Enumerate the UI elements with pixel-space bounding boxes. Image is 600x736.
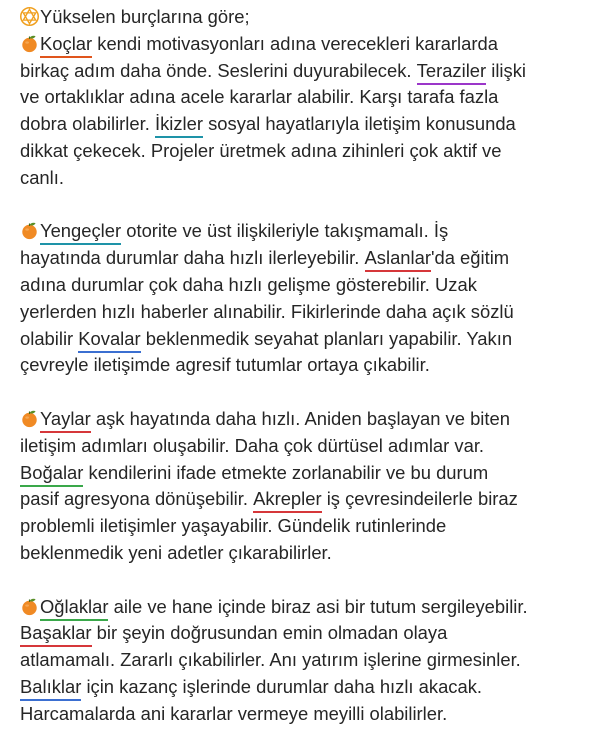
sign-link-ikizler[interactable]: İkizler bbox=[154, 113, 203, 135]
p3-line-1: Yaylar aşk hayatında daha hızlı. Aniden başlayan ve biten bbox=[20, 406, 580, 433]
p3-line-3: Boğalar kendilerini ifade etmekte zorlanabilir ve bu durum bbox=[20, 461, 489, 483]
p2-line-5: olabilir Kovalar beklenmedik seyahat planları yapabilir. Yakın bbox=[20, 327, 513, 349]
sign-link-koclar[interactable]: Koçlar bbox=[40, 32, 93, 54]
p2-line-1: Yengeçler otorite ve üst ilişkileriyle takışmamalı. İş bbox=[20, 218, 580, 245]
p4-line-2: Başaklar bir şeyin doğrusundan emin olmadan olaya bbox=[20, 622, 448, 644]
p4-line-3: atlamamalı. Zararlı çıkabilirler. Anı yatırım işlerine girmesinler. bbox=[20, 649, 521, 671]
sign-link-teraziler[interactable]: Teraziler bbox=[416, 59, 487, 81]
tangerine-icon bbox=[20, 221, 39, 240]
p3-line-2: iletişim adımları oluşabilir. Daha çok dürtüsel adımlar var. bbox=[20, 434, 485, 456]
sign-link-oglaklar[interactable]: Oğlaklar bbox=[40, 595, 109, 617]
sign-link-yaylar[interactable]: Yaylar bbox=[40, 407, 91, 429]
sign-link-baliklar[interactable]: Balıklar bbox=[20, 675, 82, 697]
star-of-david-icon bbox=[20, 7, 39, 26]
sign-link-yengecler[interactable]: Yengeçler bbox=[40, 220, 122, 242]
p3-line-4: pasif agresyona dönüşebilir. Akrepler iş çevresindeilerle biraz bbox=[20, 488, 518, 510]
intro-line bbox=[20, 4, 580, 31]
p3-line-5: problemli iletişimler yaşayabilir. Gündelik rutinlerinde bbox=[20, 515, 447, 537]
p2-line-6: çevreyle iletişimde agresif tutumlar ortaya çıkabilir. bbox=[20, 354, 430, 376]
sign-link-bogalar[interactable]: Boğalar bbox=[20, 461, 84, 483]
p1-line-5: dikkat çekecek. Projeler üretmek adına zihinleri çok aktif ve bbox=[20, 139, 502, 161]
sign-link-akrepler[interactable]: Akrepler bbox=[253, 488, 322, 510]
p1-line-3: ve ortaklıklar adına acele kararlar alabilir. Karşı tarafa fazla bbox=[20, 86, 499, 108]
sign-link-basaklar[interactable]: Başaklar bbox=[20, 622, 92, 644]
p2-line-2: hayatında durumlar daha hızlı ilerleyebilir. Aslanlar'da eğitim bbox=[20, 247, 510, 269]
tangerine-icon bbox=[20, 409, 39, 428]
p1-line-2: birkaç adım daha önde. Seslerini duyurabilecek. Teraziler ilişki bbox=[20, 59, 526, 81]
paragraph-gap bbox=[20, 192, 580, 219]
tangerine-icon bbox=[20, 34, 39, 53]
p1-line-6: canlı. bbox=[20, 166, 64, 188]
p4-line-5: Harcamalarda ani kararlar vermeye meyilli olabilirler. bbox=[20, 702, 448, 724]
sign-link-aslanlar[interactable]: Aslanlar bbox=[364, 247, 431, 269]
p4-line-1: Oğlaklar aile ve hane içinde biraz asi bir tutum sergileyebilir. bbox=[20, 594, 580, 621]
p2-line-3: adına durumlar çok daha hızlı gelişme gösterebilir. Uzak bbox=[20, 273, 477, 295]
paragraph-gap bbox=[20, 567, 580, 594]
p4-line-4: Balıklar için kazanç işlerinde durumlar daha hızlı akacak. bbox=[20, 675, 483, 697]
paragraph-gap bbox=[20, 379, 580, 406]
p1-line-4: dobra olabilirler. İkizler sosyal hayatlarıyla iletişim konusunda bbox=[20, 113, 516, 135]
tangerine-icon bbox=[20, 597, 39, 616]
intro-text: Yükselen burçlarına göre; bbox=[40, 6, 250, 27]
p2-line-4: yerlerden hızlı haberler alınabilir. Fikirlerinde daha açık sözlü bbox=[20, 300, 514, 322]
p3-line-6: beklenmedik yeni adetler çıkarabilirler. bbox=[20, 541, 332, 563]
sign-link-kovalar[interactable]: Kovalar bbox=[78, 327, 141, 349]
p1-line-1: Koçlar kendi motivasyonları adına verecekleri kararlarda bbox=[20, 31, 580, 58]
